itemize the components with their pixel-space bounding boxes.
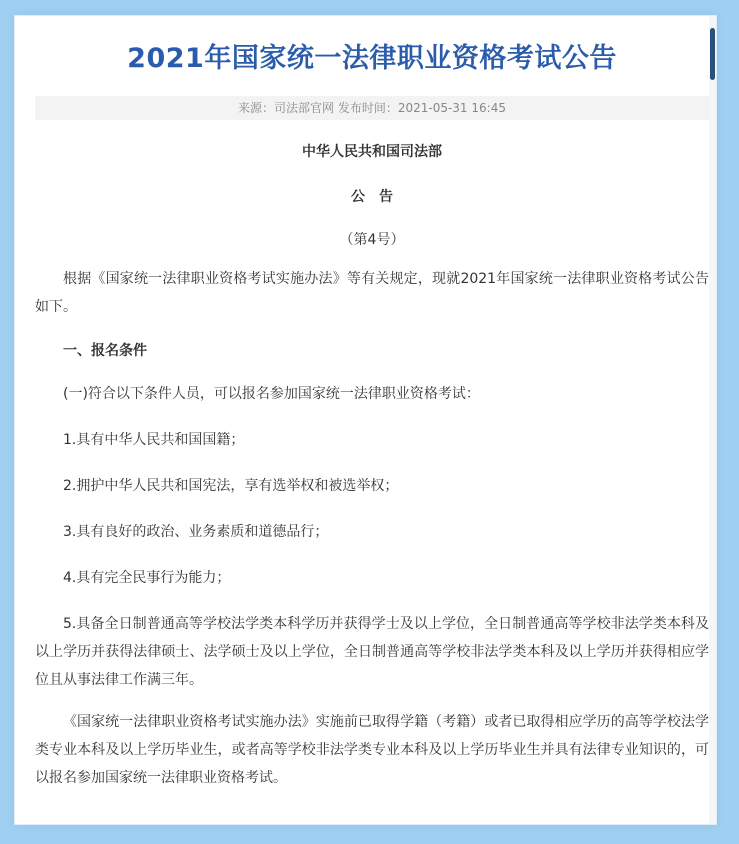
condition-intro: (一)符合以下条件人员，可以报名参加国家统一法律职业资格考试： <box>63 386 480 402</box>
announcement-label: 公告 <box>351 189 407 205</box>
article-title: 2021年国家统一法律职业资格考试公告 <box>127 43 617 74</box>
scrollbar-thumb[interactable] <box>710 28 715 80</box>
condition-item-1: 1.具有中华人民共和国国籍； <box>63 432 245 448</box>
condition-item-5: 5.具备全日制普通高等学校法学类本科学历并获得学士及以上学位，全日制普通高等学校非法学类本科及以上学历并获得法律硕士、法学硕士及以上学位，全日制普通高等学校非法学类本科及以上学历并获得相应学位且从事法律工作满三年。 <box>35 616 709 688</box>
condition-item-2: 2.拥护中华人民共和国宪法，享有选举权和被选举权； <box>63 478 399 494</box>
article-content <box>35 16 709 792</box>
announcement-number: （第4号） <box>339 232 405 248</box>
scrollbar[interactable] <box>709 16 716 824</box>
issuer-name: 中华人民共和国司法部 <box>302 144 442 160</box>
condition-item-3: 3.具有良好的政治、业务素质和道德品行； <box>63 524 329 540</box>
condition-item-4: 4.具有完全民事行为能力； <box>63 570 231 586</box>
note-paragraph: 《国家统一法律职业资格考试实施办法》实施前已取得学籍（考籍）或者已取得相应学历的高等学校法学类专业本科及以上学历毕业生，或者高等学校非法学类专业本科及以上学历毕业生并具有法律专业知识的，可以报名参加国家统一法律职业资格考试。 <box>35 714 709 786</box>
article-meta: 来源：司法部官网 发布时间：2021-05-31 16:45 <box>35 96 709 120</box>
section-heading: 一、报名条件 <box>63 343 147 359</box>
intro-paragraph: 根据《国家统一法律职业资格考试实施办法》等有关规定，现就2021年国家统一法律职业资格考试公告如下。 <box>35 271 709 315</box>
article-panel <box>14 15 717 825</box>
